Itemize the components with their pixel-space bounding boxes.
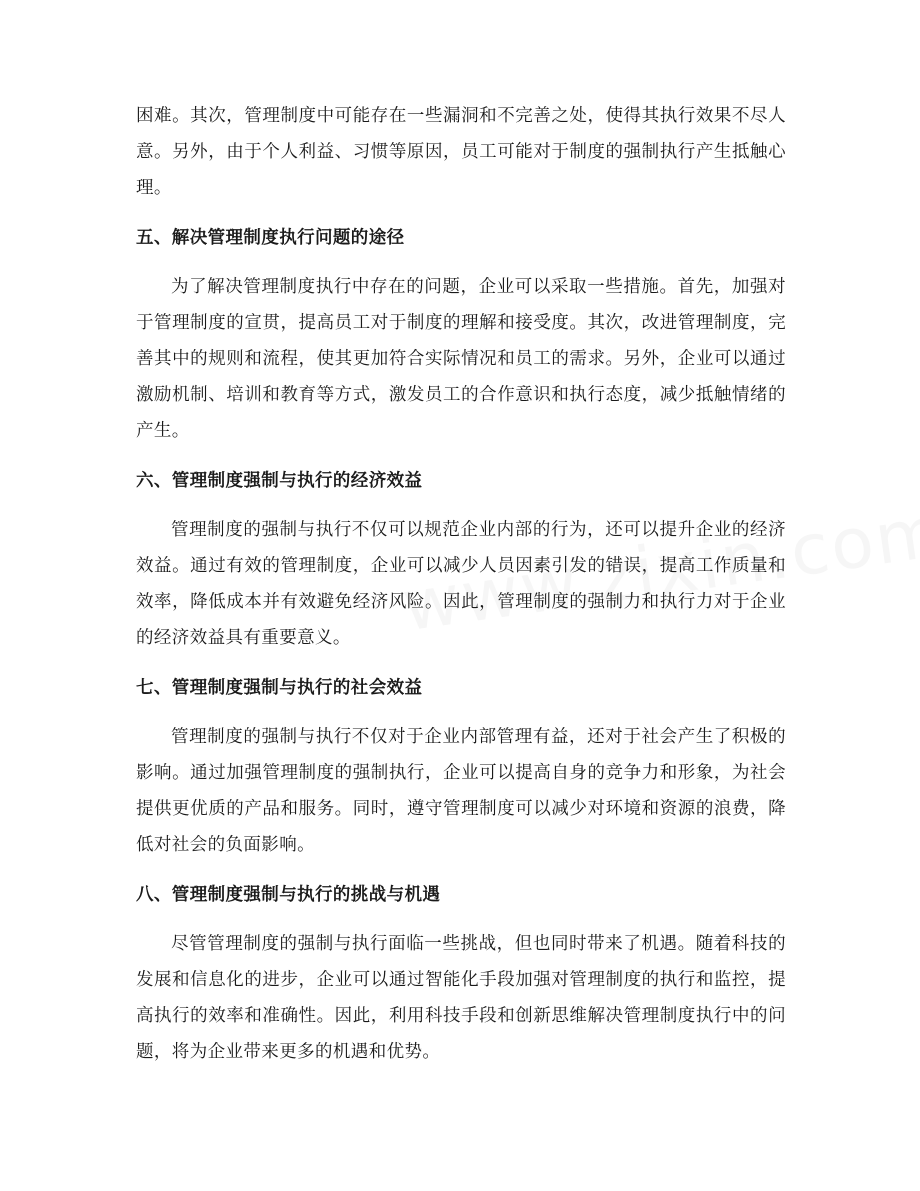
section-heading-5: 五、解决管理制度执行问题的途径 [136, 228, 405, 248]
section-7-paragraph: 管理制度的强制与执行不仅对于企业内部管理有益，还对于社会产生了积极的影响。通过加强管理制度的强制执行，企业可以提高自身的竞争力和形象，为社会提供更优质的产品和服务。同时，遵守管理制度可以减少对环境和资源的浪费，降低对社会的负面影响。 [136, 727, 786, 855]
section-heading-7: 七、管理制度强制与执行的社会效益 [136, 678, 423, 698]
paragraph-continuation: 困难。其次，管理制度中可能存在一些漏洞和不完善之处，使得其执行效果不尽人意。另外，由于个人利益、习惯等原因，员工可能对于制度的强制执行产生抵触心理。 [136, 106, 786, 198]
section-heading-8: 八、管理制度强制与执行的挑战与机遇 [136, 885, 441, 905]
section-heading-6: 六、管理制度强制与执行的经济效益 [136, 471, 423, 491]
section-6-paragraph: 管理制度的强制与执行不仅可以规范企业内部的行为，还可以提升企业的经济效益。通过有效的管理制度，企业可以减少人员因素引发的错误，提高工作质量和效率，降低成本并有效避免经济风险。因此，管理制度的强制力和执行力对于企业的经济效益具有重要意义。 [136, 520, 786, 648]
document-body [136, 98, 786, 1070]
section-5-paragraph: 为了解决管理制度执行中存在的问题，企业可以采取一些措施。首先，加强对于管理制度的宣贯，提高员工对于制度的理解和接受度。其次，改进管理制度，完善其中的规则和流程，使其更加符合实际情况和员工的需求。另外，企业可以通过激励机制、培训和教育等方式，激发员工的合作意识和执行态度，减少抵触情绪的产生。 [136, 277, 786, 441]
section-8-paragraph: 尽管管理制度的强制与执行面临一些挑战，但也同时带来了机遇。随着科技的发展和信息化的进步，企业可以通过智能化手段加强对管理制度的执行和监控，提高执行的效率和准确性。因此，利用科技手段和创新思维解决管理制度执行中的问题，将为企业带来更多的机遇和优势。 [136, 934, 786, 1062]
